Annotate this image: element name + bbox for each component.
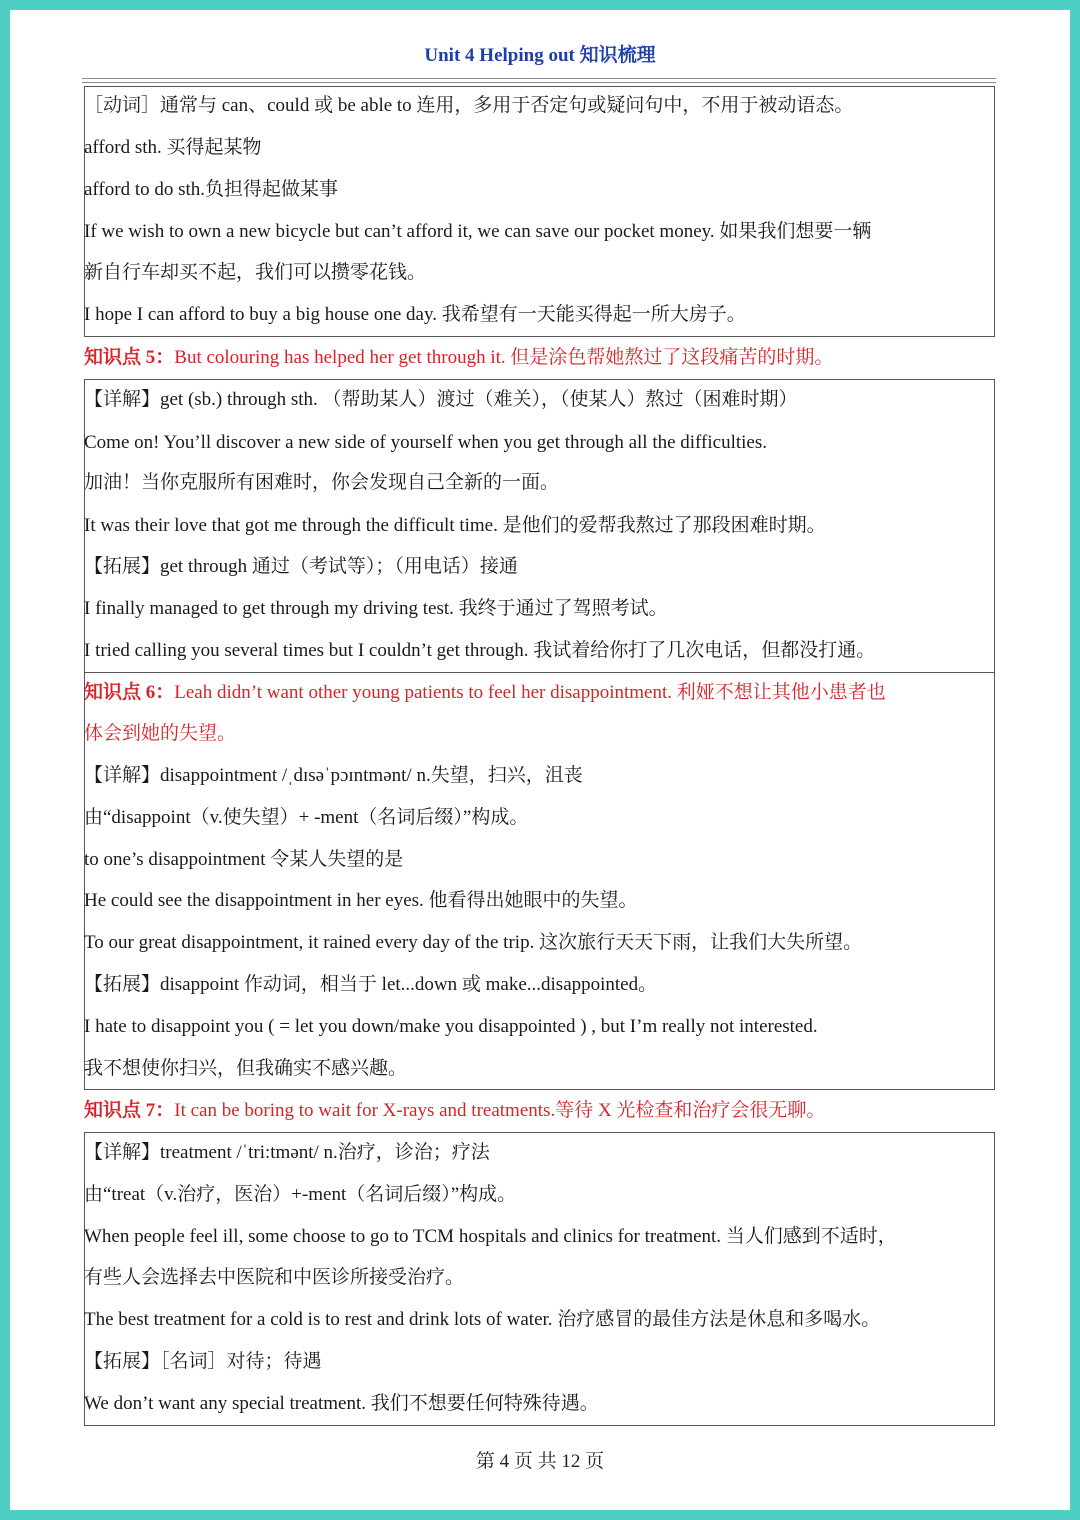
note-line: 有些人会选择去中医院和中医诊所接受治疗。 [84, 1267, 465, 1288]
knowledge-point-5 [84, 346, 996, 370]
title-divider [82, 78, 996, 83]
note-line: He could see the disappointment in her eyes. 他看得出她眼中的失望。 [84, 890, 638, 911]
point-text: It can be boring to wait for X-rays and treatments.等待 X 光检查和治疗会很无聊。 [174, 1100, 826, 1121]
note-line: I hate to disappoint you ( = let you down/make you disappointed ) , but I’m really not interested. [84, 1016, 818, 1037]
note-line: 【详解】treatment /ˈtri:tmənt/ n.治疗，诊治；疗法 [84, 1142, 490, 1163]
point-label: 知识点 5： [84, 347, 175, 368]
knowledge-point-7 [84, 1099, 996, 1123]
note-line: We don’t want any special treatment. 我们不想要任何特殊待遇。 [84, 1393, 599, 1414]
note-line: 加油！当你克服所有困难时，你会发现自己全新的一面。 [84, 472, 560, 493]
note-line: 由“treat（v.治疗，医治）+-ment（名词后缀）”构成。 [84, 1184, 517, 1205]
point-text: Leah didn’t want other young patients to feel her disappointment. 利娅不想让其他小患者也 [174, 682, 886, 703]
note-line: 新自行车却买不起，我们可以攒零花钱。 [84, 262, 427, 283]
note-line: 【拓展】get through 通过（考试等）；（用电话）接通 [84, 556, 518, 577]
knowledge-point-6-cont: 体会到她的失望。 [84, 723, 237, 744]
note-line: 【详解】disappointment /ˌdɪsəˈpɔɪntmənt/ n.失望，扫兴，沮丧 [84, 765, 583, 786]
note-line: 由“disappoint（v.使失望）+ -ment（名词后缀）”构成。 [84, 807, 529, 828]
point-text: But colouring has helped her get through it. 但是涂色帮她熬过了这段痛苦的时期。 [174, 347, 834, 368]
note-line: 【拓展】disappoint 作动词，相当于 let...down 或 make...disappointed。 [84, 974, 658, 995]
note-line: I finally managed to get through my driving test. 我终于通过了驾照考试。 [84, 598, 668, 619]
note-line: If we wish to own a new bicycle but can’t afford it, we can save our pocket money. 如果我们想要一辆 [84, 221, 872, 242]
note-line: 【拓展】［名词］对待；待遇 [84, 1351, 322, 1372]
note-line: 我不想使你扫兴，但我确实不感兴趣。 [84, 1058, 408, 1079]
note-line: The best treatment for a cold is to rest and drink lots of water. 治疗感冒的最佳方法是休息和多喝水。 [84, 1309, 881, 1330]
page-title: Unit 4 Helping out 知识梳理 [424, 45, 656, 66]
note-line: afford sth. 买得起某物 [84, 137, 262, 158]
point-label: 知识点 6： [84, 682, 175, 703]
note-line: to one’s disappointment 令某人失望的是 [84, 849, 404, 870]
note-line: I tried calling you several times but I couldn’t get through. 我试着给你打了几次电话，但都没打通。 [84, 640, 876, 661]
point-label: 知识点 7： [84, 1100, 175, 1121]
page-number: 第 4 页 共 12 页 [475, 1451, 605, 1472]
note-line: afford to do sth.负担得起做某事 [84, 179, 339, 200]
note-line: Come on! You’ll discover a new side of yourself when you get through all the difficulties. [84, 432, 767, 453]
note-line: It was their love that got me through the difficult time. 是他们的爱帮我熬过了那段困难时期。 [84, 515, 826, 536]
note-line: 【详解】get (sb.) through sth. （帮助某人）渡过（难关），（使某人）熬过（困难时期） [84, 389, 798, 410]
note-line: To our great disappointment, it rained every day of the trip. 这次旅行天天下雨，让我们大失所望。 [84, 932, 863, 953]
note-line: When people feel ill, some choose to go to TCM hospitals and clinics for treatment. 当人们感到不适时， [84, 1226, 897, 1247]
note-box-1 [84, 86, 995, 337]
note-line: I hope I can afford to buy a big house one day. 我希望有一天能买得起一所大房子。 [84, 304, 746, 325]
note-line: ［动词］通常与 can、could 或 be able to 连用，多用于否定句或疑问句中，不用于被动语态。 [84, 95, 854, 116]
